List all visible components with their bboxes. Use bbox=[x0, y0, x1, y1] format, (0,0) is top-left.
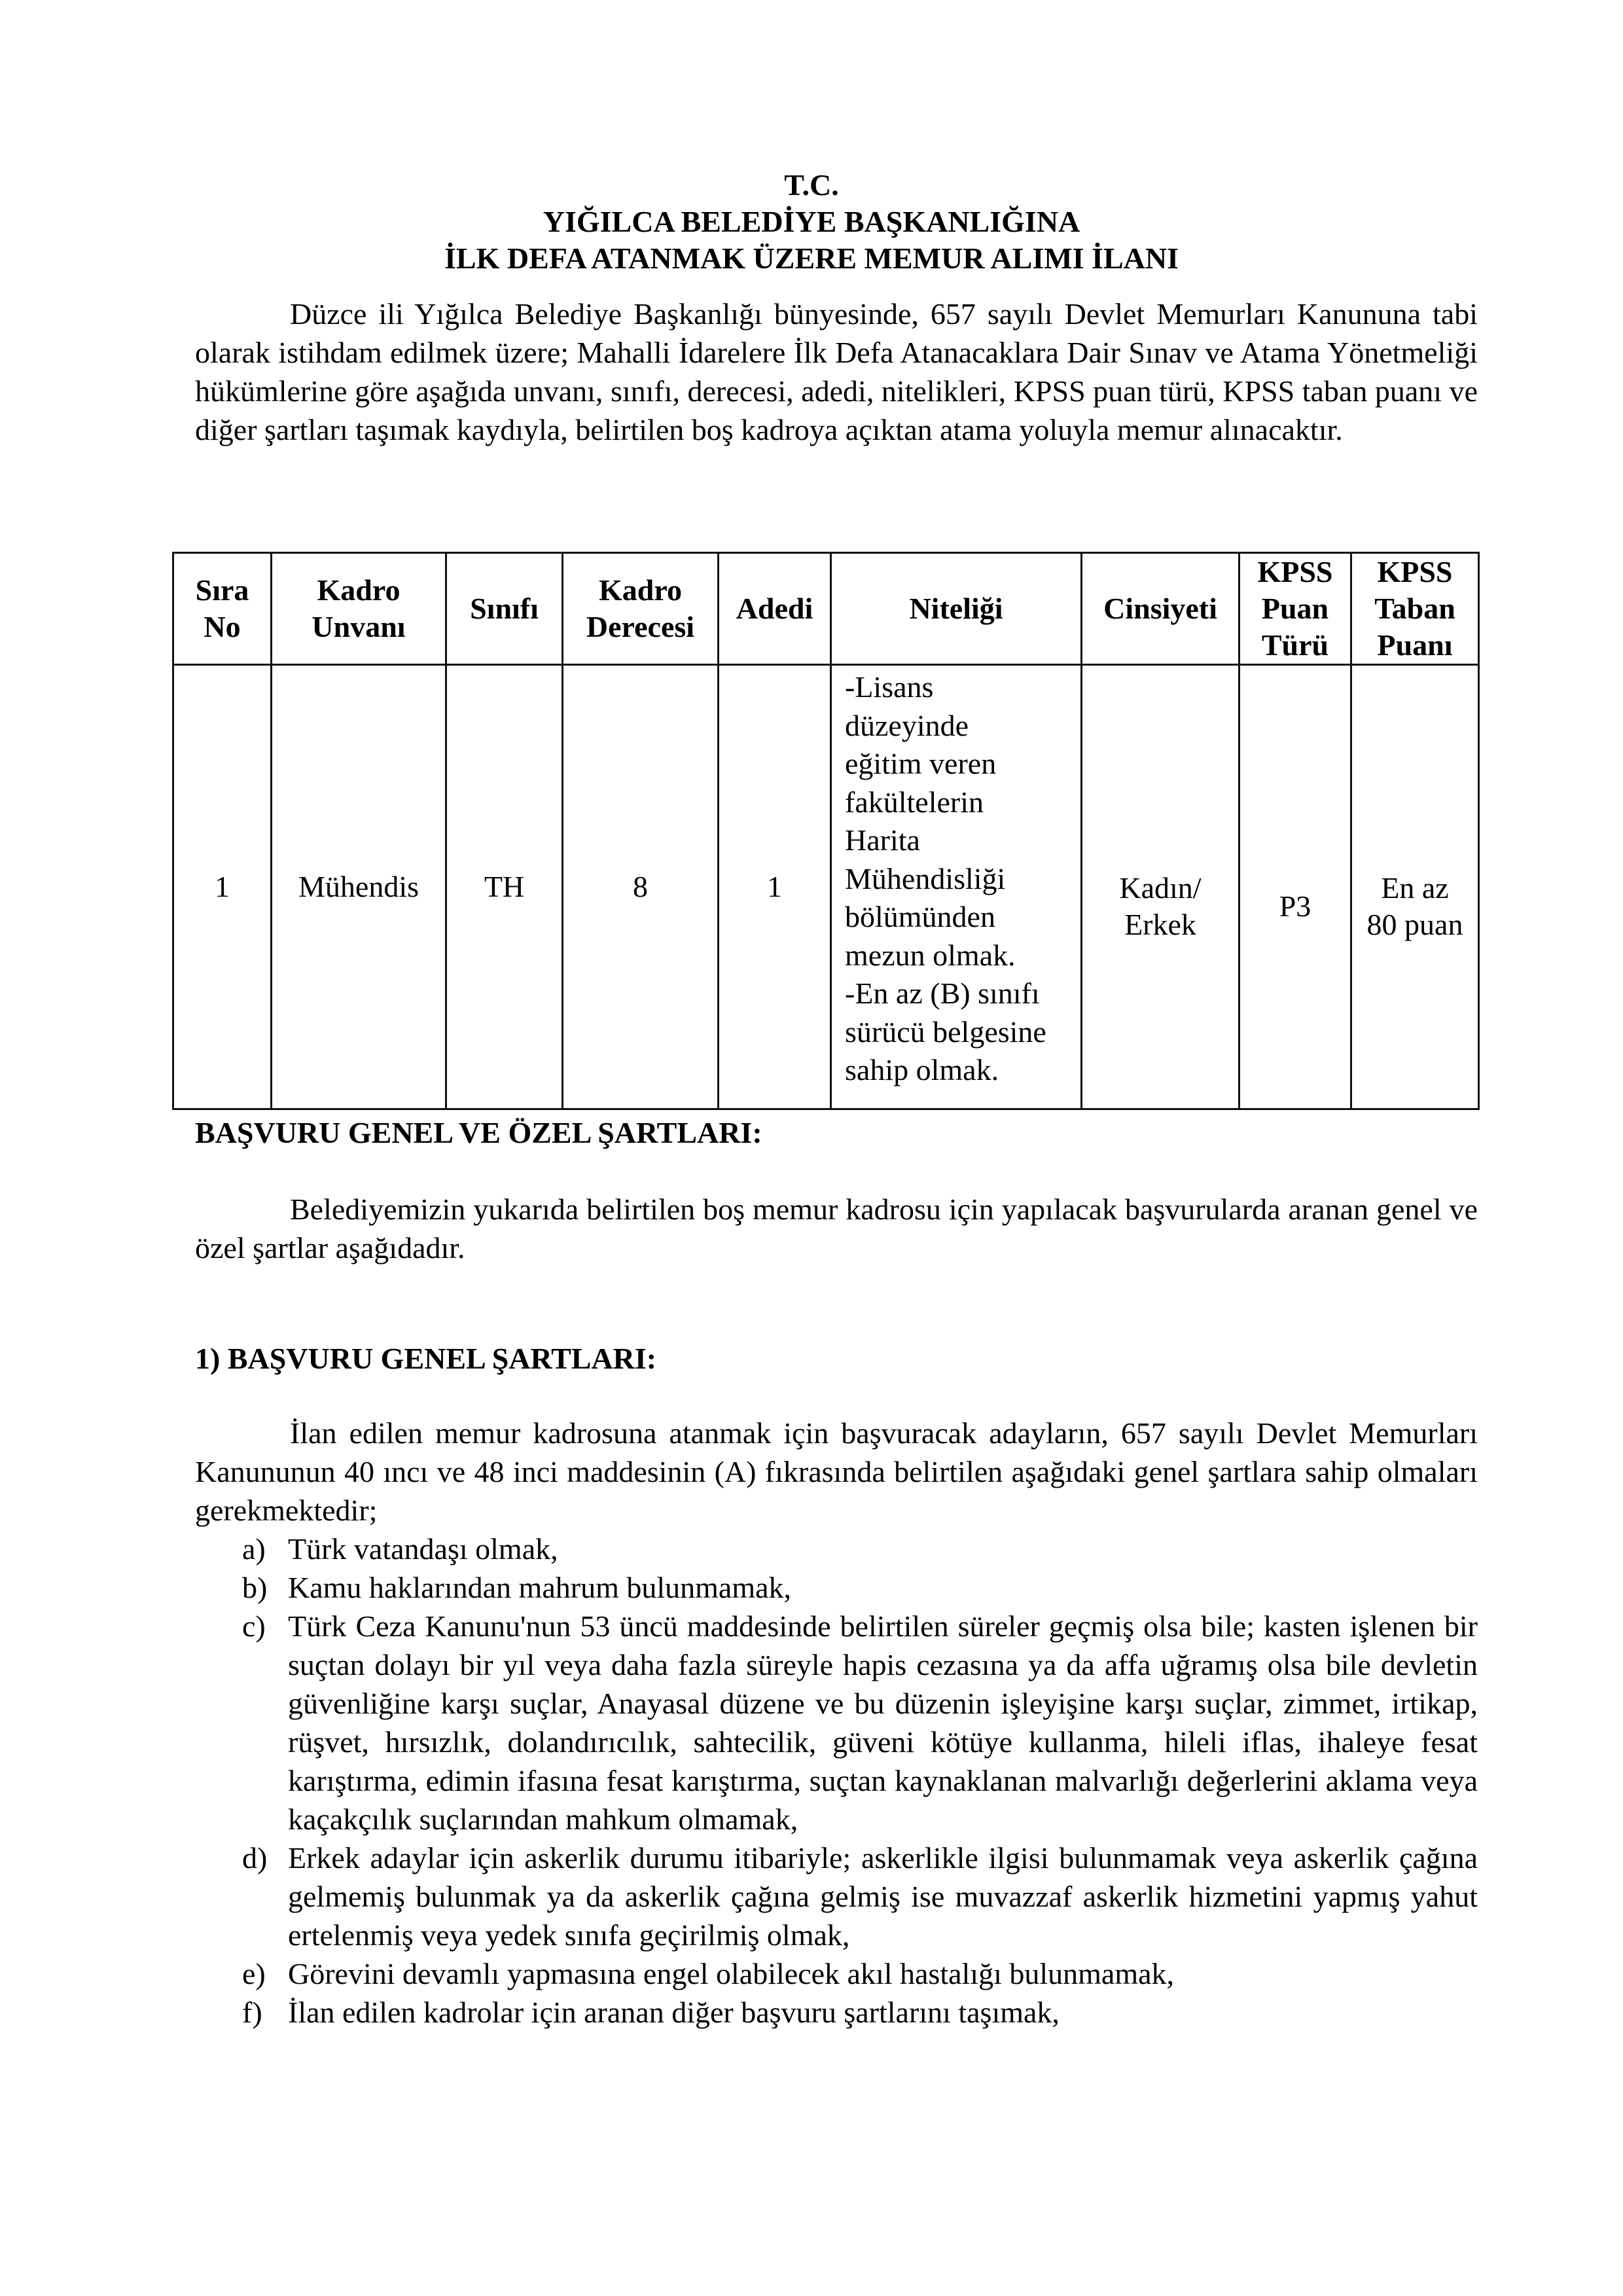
col-header-niteligi: Niteliği bbox=[831, 553, 1082, 665]
title-line-tc: T.C. bbox=[784, 168, 839, 202]
list-marker: b) bbox=[242, 1571, 268, 1604]
col-header-sira-no: Sıra No bbox=[173, 553, 272, 665]
general-special-paragraph bbox=[195, 1190, 1478, 1267]
document-title bbox=[0, 167, 1623, 277]
list-marker: f) bbox=[242, 1996, 262, 2029]
general-conditions-list bbox=[195, 1530, 1478, 2032]
list-marker: e) bbox=[242, 1957, 266, 1990]
list-item: c) Türk Ceza Kanunu'nun 53 üncü maddesinde belirtilen süreler geçmiş olsa bile; kasten işlenen bir suçtan dolayı bir yıl veya daha fazla süreyle hapis cezasına ya da affa uğramış olsa bile devletin güvenliğine karşı suçlar, Anayasal düzene ve bu düzenin işleyişine karşı suçlar, zimmet, irtikap, rüşvet, hırsızlık, dolandırıcılık, sahtecilik, güveni kötüye kullanma, hileli iflas, ihaleye fesat karıştırma, edimin ifasına fesat karıştırma, suçtan kaynaklanan malvarlığı değerlerini aklama veya kaçakçılık suçlarından mahkum olmamak, bbox=[195, 1607, 1478, 1839]
col-header-sinifi: Sınıfı bbox=[446, 553, 563, 665]
cell-sinifi: TH bbox=[446, 665, 563, 1109]
title-line-announcement: İLK DEFA ATANMAK ÜZERE MEMUR ALIMI İLANI bbox=[444, 242, 1179, 275]
cell-kpss-taban-puani: En az 80 puan bbox=[1351, 665, 1479, 1109]
list-item: b) Kamu haklarından mahrum bulunmamak, bbox=[195, 1568, 1478, 1607]
table-row bbox=[173, 665, 1479, 1109]
col-header-kadro-unvani: Kadro Unvanı bbox=[272, 553, 446, 665]
list-item: d) Erkek adaylar için askerlik durumu itibariyle; askerlikle ilgisi bulunmamak veya askerlik çağına gelmemiş bulunmak ya da askerlik çağına gelmiş ise muvazzaf askerlik hizmetini yapmış yahut ertelenmiş veya yedek sınıfa geçirilmiş olmak, bbox=[195, 1839, 1478, 1954]
list-marker: a) bbox=[242, 1532, 266, 1566]
col-header-kpss-taban-puani: KPSS Taban Puanı bbox=[1351, 553, 1479, 665]
col-header-kpss-puan-turu: KPSS Puan Türü bbox=[1240, 553, 1351, 665]
cell-adedi: 1 bbox=[719, 665, 831, 1109]
general-special-text: Belediyemizin yukarıda belirtilen boş memur kadrosu için yapılacak başvurularda aranan genel ve özel şartlar aşağıdadır. bbox=[195, 1193, 1478, 1265]
col-header-kadro-derecesi: Kadro Derecesi bbox=[563, 553, 719, 665]
cell-kpss-puan-turu: P3 bbox=[1240, 665, 1351, 1109]
intro-paragraph bbox=[195, 295, 1478, 449]
title-line-municipality: YIĞILCA BELEDİYE BAŞKANLIĞINA bbox=[543, 205, 1080, 238]
cell-cinsiyeti: Kadın/ Erkek bbox=[1082, 665, 1240, 1109]
cell-niteligi: -Lisans düzeyinde eğitim veren fakültelerin Harita Mühendisliği bölümünden mezun olmak. -En az (B) sınıfı sürücü belgesine sahip olmak. bbox=[831, 665, 1082, 1109]
cell-kadro-unvani: Mühendis bbox=[272, 665, 446, 1109]
intro-text: Düzce ili Yığılca Belediye Başkanlığı bünyesinde, 657 sayılı Devlet Memurları Kanununa tabi olarak istihdam edilmek üzere; Mahalli İdarelere İlk Defa Atanacaklara Dair Sınav ve Atama Yönetmeliği hükümlerine göre aşağıda unvanı, sınıfı, derecesi, adedi, nitelikleri, KPSS puan türü, KPSS taban puanı ve diğer şartları taşımak kaydıyla, belirtilen boş kadroya açıktan atama yoluyla memur alınacaktır. bbox=[195, 297, 1478, 446]
section-heading-general: 1) BAŞVURU GENEL ŞARTLARI: bbox=[195, 1342, 657, 1375]
list-item: f) İlan edilen kadrolar için aranan diğer başvuru şartlarını taşımak, bbox=[195, 1993, 1478, 2032]
section-heading-general-special: BAŞVURU GENEL VE ÖZEL ŞARTLARI: bbox=[195, 1116, 762, 1149]
col-header-adedi: Adedi bbox=[719, 553, 831, 665]
list-item: e) Görevini devamlı yapmasına engel olabilecek akıl hastalığı bulunmamak, bbox=[195, 1954, 1478, 1993]
col-header-cinsiyeti: Cinsiyeti bbox=[1082, 553, 1240, 665]
list-marker: d) bbox=[242, 1841, 268, 1874]
cell-sira-no: 1 bbox=[173, 665, 272, 1109]
cell-kadro-derecesi: 8 bbox=[563, 665, 719, 1109]
position-table bbox=[172, 552, 1480, 1110]
list-item: a) Türk vatandaşı olmak, bbox=[195, 1530, 1478, 1568]
table-header-row bbox=[173, 553, 1479, 665]
general-conditions-text: İlan edilen memur kadrosuna atanmak için başvuracak adayların, 657 sayılı Devlet Memurları Kanununun 40 ıncı ve 48 inci maddesinin (A) fıkrasında belirtilen aşağıdaki genel şartlara sahip olmaları gerekmektedir; bbox=[195, 1416, 1478, 1527]
list-marker: c) bbox=[242, 1609, 266, 1643]
general-conditions-paragraph bbox=[195, 1414, 1478, 1530]
